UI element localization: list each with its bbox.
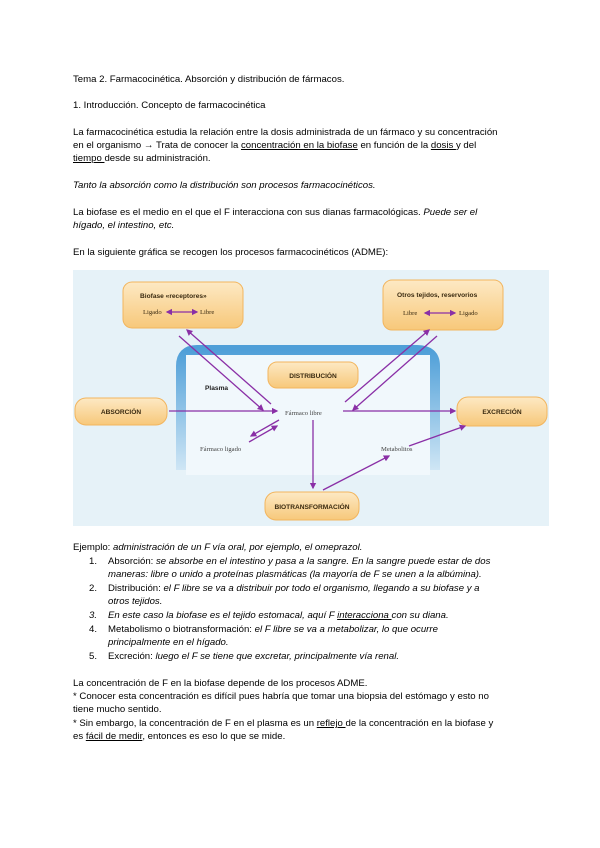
italic-note: Tanto la absorción como la distribución son procesos farmacocinéticos. bbox=[73, 180, 376, 191]
step-2-line-2: otros tejidos. bbox=[108, 596, 163, 607]
document-title: Tema 2. Farmacocinética. Absorción y distribución de fármacos. bbox=[73, 74, 345, 85]
step-4-number: 4. bbox=[89, 624, 98, 635]
step-2-line-1 bbox=[108, 582, 480, 595]
underlined-biofase-concentration: concentración en la biofase bbox=[240, 140, 358, 151]
step-4-line-2: principalmente en el hígado. bbox=[108, 637, 229, 648]
conclusion-line-5 bbox=[73, 730, 285, 743]
underlined-interacciona: interacciona bbox=[337, 610, 392, 621]
tejidos-libre: Libre bbox=[403, 310, 418, 317]
farmaco-libre-label: Fármaco libre bbox=[285, 410, 322, 417]
biofase-text: La biofase es el medio en el que el F interacciona con sus dianas farmacológicas. bbox=[73, 207, 424, 218]
step-5-number: 5. bbox=[89, 651, 98, 662]
absorcion-label: ABSORCIÓN bbox=[100, 409, 142, 416]
biotransformacion-label: BIOTRANSFORMACIÓN bbox=[274, 504, 350, 511]
step-label: Metabolismo o biotransformación: bbox=[108, 624, 255, 635]
biofase-ligado: Ligado bbox=[143, 309, 162, 316]
excrecion-label: EXCRECIÓN bbox=[482, 409, 522, 416]
step-text: con su diana. bbox=[391, 610, 449, 621]
conclusion-line-3: tiene mucho sentido. bbox=[73, 704, 162, 715]
example-line bbox=[73, 541, 362, 554]
distribucion-box bbox=[268, 362, 358, 388]
conclusion-text: , entonces es eso lo que se mide. bbox=[142, 731, 286, 742]
farmaco-ligado-label: Fármaco ligado bbox=[200, 446, 242, 453]
step-1-line-1 bbox=[108, 555, 490, 568]
underlined-dose: dosis bbox=[430, 140, 456, 151]
underlined-facil-de-medir: fácil de medir bbox=[85, 731, 143, 742]
tejidos-ligado: Ligado bbox=[459, 310, 478, 317]
example-lead: Ejemplo: bbox=[73, 542, 113, 553]
step-3-line-1 bbox=[108, 609, 449, 622]
intro-text: en función de la bbox=[357, 140, 431, 151]
step-text: En este caso la biofase es el tejido estomacal, aquí F bbox=[108, 610, 338, 621]
step-text: el F libre se va a metabolizar, lo que ocurre bbox=[254, 624, 438, 635]
intro-text: y del bbox=[455, 140, 477, 151]
step-text: luego el F se tiene que excretar, principalmente vía renal. bbox=[155, 651, 400, 662]
conclusion-text: es bbox=[73, 731, 86, 742]
tejidos-box bbox=[383, 280, 503, 330]
underlined-reflejo: reflejo bbox=[316, 718, 346, 729]
step-1-number: 1. bbox=[89, 556, 98, 567]
biofase-libre: Libre bbox=[200, 309, 215, 316]
excrecion-box bbox=[457, 397, 547, 426]
intro-line-2 bbox=[73, 139, 476, 152]
step-2-number: 2. bbox=[89, 583, 98, 594]
step-label: Excreción: bbox=[108, 651, 156, 662]
step-text: el F libre se va a distribuir por todo el organismo, llegando a su biofase y a bbox=[163, 583, 480, 594]
conclusion-text: * Sin embargo, la concentración de F en el plasma es un bbox=[73, 718, 317, 729]
step-text: se absorbe en el intestino y pasa a la sangre. En la sangre puede estar de dos bbox=[156, 556, 491, 567]
section-heading: 1. Introducción. Concepto de farmacocinética bbox=[73, 100, 266, 111]
metabolitos-label: Metabolitos bbox=[381, 446, 413, 453]
biofase-line-1 bbox=[73, 206, 477, 219]
intro-line-1: La farmacocinética estudia la relación entre la dosis administrada de un fármaco y su concentración bbox=[73, 127, 498, 138]
step-4-line-1 bbox=[108, 623, 438, 636]
plasma-label: Plasma bbox=[205, 385, 229, 392]
step-1-line-2: maneras: libre o unido a proteínas plasmáticas (la mayoría de F se unen a la albúmina). bbox=[108, 569, 482, 580]
biofase-box bbox=[123, 282, 243, 328]
intro-text: desde su administración. bbox=[104, 153, 211, 164]
step-5-line-1 bbox=[108, 650, 399, 663]
underlined-time: tiempo bbox=[73, 153, 105, 164]
step-3-number: 3. bbox=[89, 610, 98, 621]
absorcion-box bbox=[75, 398, 167, 425]
conclusion-line-4 bbox=[73, 717, 493, 730]
conclusion-text: de la concentración en la biofase y bbox=[345, 718, 494, 729]
example-text: administración de un F vía oral, por ejemplo, el omeprazol. bbox=[113, 542, 363, 553]
graph-intro: En la siguiente gráfica se recogen los procesos farmacocinéticos (ADME): bbox=[73, 247, 389, 258]
biotransformacion-box bbox=[265, 492, 359, 520]
intro-line-3 bbox=[73, 152, 211, 165]
intro-text: en el organismo → Trata de conocer la bbox=[73, 140, 241, 151]
conclusion-line-1: La concentración de F en la biofase depende de los procesos ADME. bbox=[73, 678, 368, 689]
biofase-title: Biofase «receptores» bbox=[140, 293, 207, 300]
distribucion-label: DISTRIBUCIÓN bbox=[289, 373, 337, 380]
tejidos-title: Otros tejidos, reservorios bbox=[397, 292, 478, 299]
step-label: Distribución: bbox=[108, 583, 164, 594]
conclusion-line-2: * Conocer esta concentración es difícil pues habría que tomar una biopsia del estómago y esto no bbox=[73, 691, 489, 702]
biofase-line-2: hígado, el intestino, etc. bbox=[73, 220, 175, 231]
adme-diagram bbox=[73, 270, 549, 526]
biofase-italic: Puede ser el bbox=[423, 207, 478, 218]
step-label: Absorción: bbox=[108, 556, 156, 567]
